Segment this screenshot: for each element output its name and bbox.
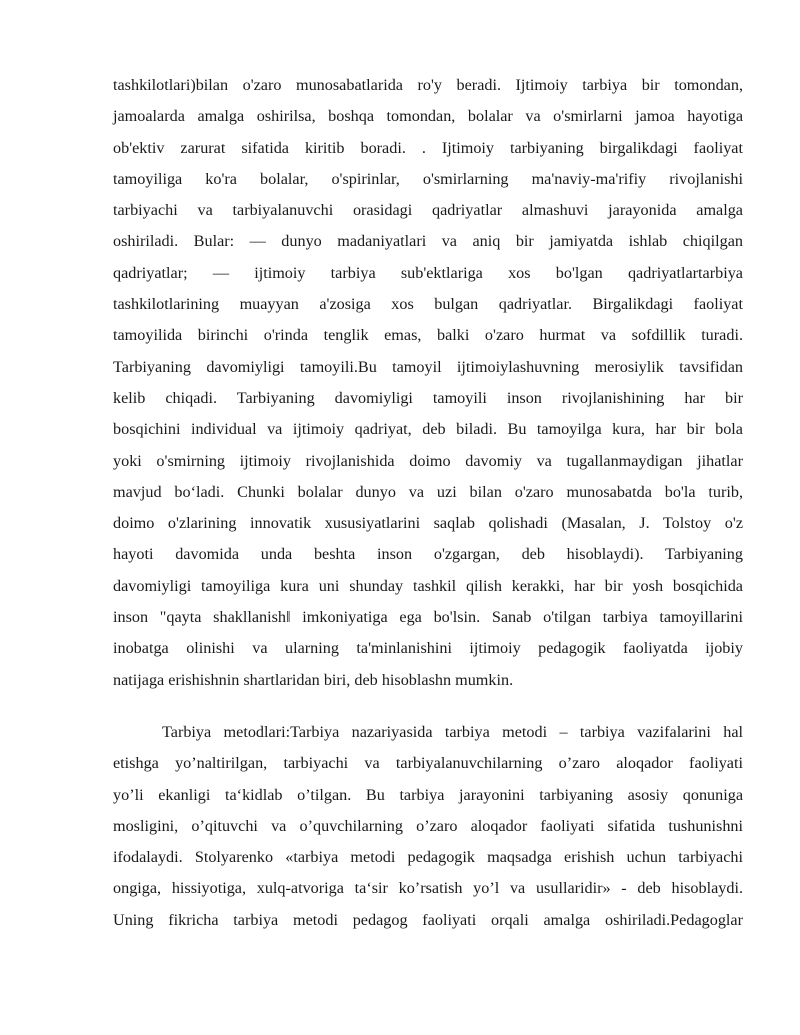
text-line: jamoalarda amalga oshirilsa, boshqa tomondan, bolalar va o'smirlarni jamoa hayotiga — [113, 107, 743, 126]
text-line: hayoti davomida unda beshta inson o'zgargan, deb hisoblaydi). Tarbiyaning — [113, 545, 743, 564]
paragraph-methods — [113, 717, 743, 936]
text-line: natijaga erishishnin shartlaridan biri, deb hisoblashn mumkin. — [113, 670, 514, 689]
text-line: tashkilotlari)bilan o'zaro munosabatlarida ro'y beradi. Ijtimoiy tarbiya bir tomondan, — [113, 76, 743, 94]
text-line: Tarbiya metodlari:Tarbiya nazariyasida tarbiya metodi – tarbiya vazifalarini hal — [162, 723, 743, 741]
text-line: ifodalaydi. Stolyarenko «tarbiya metodi pedagogik maqsadga erishish uchun tarbiyachi — [113, 848, 743, 867]
text-line: Uning fikricha tarbiya metodi pedagog faoliyati orqali amalga oshiriladi.Pedagoglar — [113, 910, 743, 929]
text-line: doimo o'zlarining innovatik xususiyatlarini saqlab qolishadi (Masalan, J. Tolstoy o'z — [113, 514, 743, 533]
text-line: kelib chiqadi. Tarbiyaning davomiyligi tamoyili inson rivojlanishining har bir — [113, 388, 743, 407]
text-line: bosqichini individual va ijtimoiy qadriyat, deb biladi. Bu tamoyilga kura, har bir bola — [113, 420, 743, 439]
text-line: ongiga, hissiyotiga, xulq-atvoriga ta‘sir ko’rsatish yo’l va usullaridir» - deb hisoblaydi. — [113, 879, 743, 898]
text-line: mavjud bo‘ladi. Chunki bolalar dunyo va uzi bilan o'zaro munosabatda bo'la turib, — [113, 482, 743, 501]
text-line: inobatga olinishi va ularning ta'minlanishini ijtimoiy pedagogik faoliyatda ijobiy — [113, 639, 743, 658]
text-line: qadriyatlar; — ijtimoiy tarbiya sub'ektlariga xos bo'lgan qadriyatlartarbiya — [113, 263, 743, 282]
paragraph-principles — [113, 70, 743, 696]
text-line: yoki o'smirning ijtimoiy rivojlanishida doimo davomiy va tugallanmaydigan jihatlar — [113, 451, 743, 470]
text-line: tamoyiliga ko'ra bolalar, o'spirinlar, o'smirlarning ma'naviy-ma'rifiy rivojlanishi — [113, 169, 743, 188]
text-line: Tarbiyaning davomiyligi tamoyili.Bu tamoyil ijtimoiylashuvning merosiylik tavsifidan — [113, 357, 743, 376]
text-line: inson "qayta shakllanish‖ imkoniyatiga ega bo'lsin. Sanab o'tilgan tarbiya tamoyillarini — [113, 608, 743, 627]
text-line: tarbiyachi va tarbiyalanuvchi orasidagi qadriyatlar almashuvi jarayonida amalga — [113, 201, 743, 220]
text-line: tamoyilida birinchi o'rinda tenglik emas, balki o'zaro hurmat va sofdillik turadi. — [113, 326, 743, 345]
text-line: tashkilotlarining muayyan a'zosiga xos bulgan qadriyatlar. Birgalikdagi faoliyat — [113, 295, 743, 314]
text-line: etishga yo’naltirilgan, tarbiyachi va tarbiyalanuvchilarning o’zaro aloqador faoliyati — [113, 754, 743, 773]
text-line: davomiyligi tamoyiliga kura uni shunday tashkil qilish kerakki, har bir yosh bosqichida — [113, 576, 743, 595]
text-line: ob'ektiv zarurat sifatida kiritib boradi. . Ijtimoiy tarbiyaning birgalikdagi faoliyat — [113, 138, 743, 157]
text-line: mosligini, o’qituvchi va o’quvchilarning o’zaro aloqador faoliyati sifatida tushunishni — [113, 816, 743, 835]
text-line: yo’li ekanligi ta‘kidlab o’tilgan. Bu tarbiya jarayonini tarbiyaning asosiy qonuniga — [113, 785, 743, 804]
text-line: oshiriladi. Bular: — dunyo madaniyatlari va aniq bir jamiyatda ishlab chiqilgan — [113, 232, 743, 251]
